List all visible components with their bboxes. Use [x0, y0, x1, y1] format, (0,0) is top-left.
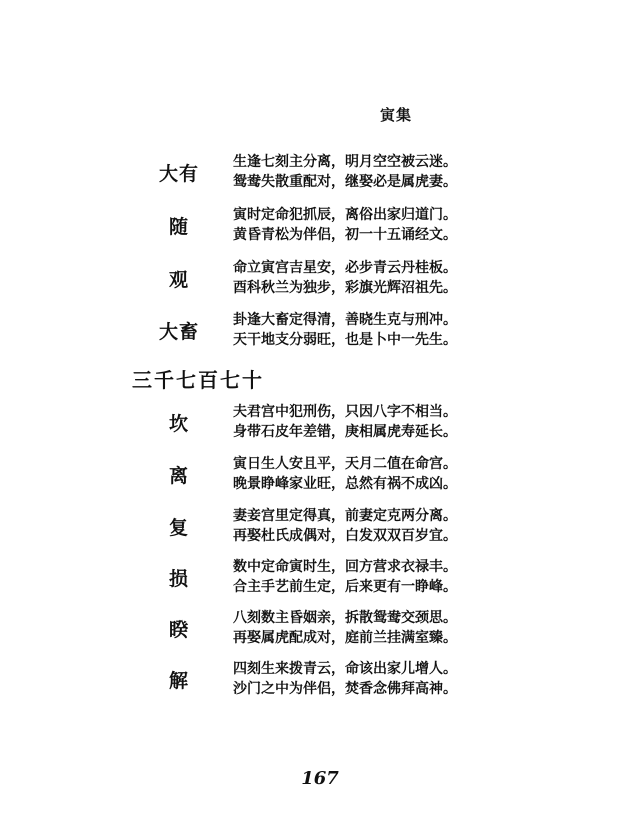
verse-line: 妻妾宫里定得真，前妻定克两分离。 [233, 508, 457, 524]
verse [233, 402, 457, 442]
entry-li [0, 454, 640, 498]
verse [233, 506, 457, 546]
verse-line: 鸳鸯失散重配对，继娶必是属虎妻。 [233, 174, 457, 190]
verse-line: 天干地支分弱旺，也是卜中一先生。 [233, 332, 457, 348]
hexagram-name: 大畜 [158, 321, 199, 343]
verse-line: 寅日生人安且平，天月二值在命宫。 [233, 456, 457, 472]
verse [233, 557, 457, 597]
hexagram-name: 复 [168, 517, 189, 539]
entry-da-chu [0, 310, 640, 354]
verse-line: 再娶属虎配成对，庭前兰挂满室臻。 [233, 630, 457, 646]
entry-kui [0, 608, 640, 652]
verse-line: 卦逢大畜定得清，善晓生克与刑冲。 [233, 312, 457, 328]
verse-line: 生逢七刻主分离，明月空空被云迷。 [233, 154, 457, 170]
section-title: 三千七百七十 [132, 368, 264, 392]
verse-line: 数中定命寅时生，回方营求衣禄丰。 [233, 559, 457, 575]
verse-line: 沙门之中为伴侣，焚香念佛拜高神。 [233, 681, 457, 697]
entry-jie [0, 659, 640, 703]
entry-kan [0, 402, 640, 446]
verse [233, 310, 457, 350]
verse-line: 再娶杜氏成偶对，白发双双百岁宜。 [233, 528, 457, 544]
verse [233, 152, 457, 192]
entry-guan [0, 258, 640, 302]
entry-sui [0, 205, 640, 249]
hexagram-name: 随 [168, 216, 189, 238]
verse [233, 608, 457, 648]
verse-line: 寅时定命犯抓辰，离俗出家归道门。 [233, 207, 457, 223]
verse [233, 205, 457, 245]
verse-line: 四刻生来拨青云，命该出家儿增人。 [233, 661, 457, 677]
verse-line: 命立寅宫吉星安，必步青云丹桂板。 [233, 260, 457, 276]
verse-line: 黄昏青松为伴侣，初一十五诵经文。 [233, 227, 457, 243]
page-number: 167 [301, 768, 339, 789]
verse [233, 454, 457, 494]
verse-line: 身带石皮年差错，庚相属虎寿延长。 [233, 424, 457, 440]
hexagram-name: 大有 [158, 163, 199, 185]
verse-line: 酉科秋兰为独步，彩旗光辉沼祖先。 [233, 280, 457, 296]
entry-fu [0, 506, 640, 550]
hexagram-name: 坎 [168, 413, 189, 435]
hexagram-name: 解 [168, 670, 189, 692]
hexagram-name: 睽 [168, 619, 189, 641]
verse-line: 晚景睁峰家业旺，总然有祸不成凶。 [233, 476, 457, 492]
verse [233, 258, 457, 298]
entry-sun [0, 557, 640, 601]
running-header: 寅集 [380, 106, 413, 124]
verse-line: 夫君宫中犯刑伤，只因八字不相当。 [233, 404, 457, 420]
verse-line: 八刻数主昏姻亲，拆散鸳鸯交颈思。 [233, 610, 457, 626]
verse-line: 合主手艺前生定，后来更有一睁峰。 [233, 579, 457, 595]
hexagram-name: 观 [168, 269, 189, 291]
hexagram-name: 损 [168, 568, 189, 590]
verse [233, 659, 457, 699]
hexagram-name: 离 [168, 465, 189, 487]
entry-da-you [0, 152, 640, 196]
